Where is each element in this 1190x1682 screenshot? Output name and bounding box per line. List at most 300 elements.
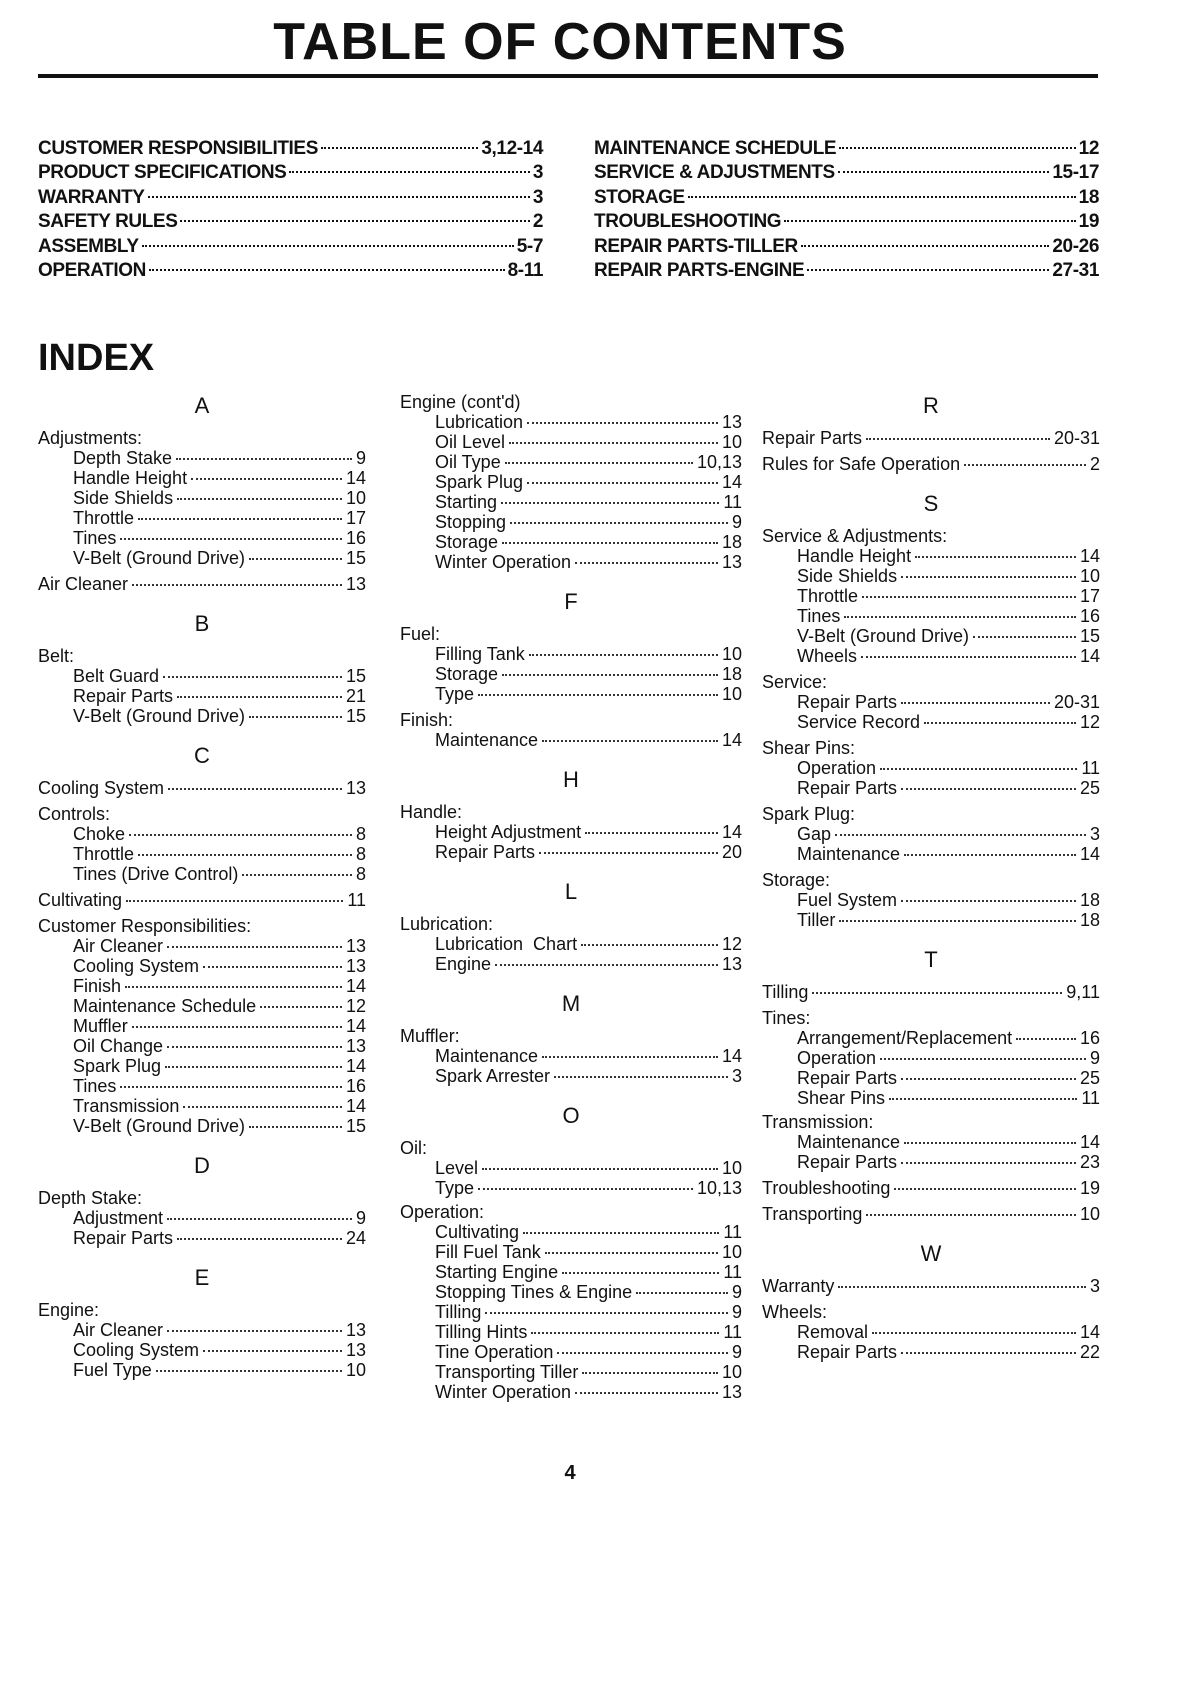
leader-dots <box>132 1026 342 1028</box>
leader-dots <box>801 245 1050 247</box>
index-entry[interactable] <box>400 432 742 452</box>
index-entry[interactable] <box>38 976 366 996</box>
toc-entry[interactable] <box>594 162 1099 186</box>
entry-label: Handle Height <box>73 468 188 488</box>
leader-dots <box>839 147 1075 149</box>
entry-label: Operation <box>797 1048 877 1068</box>
index-entry[interactable] <box>762 1068 1100 1088</box>
leader-dots <box>557 1352 728 1354</box>
index-entry[interactable] <box>38 996 366 1016</box>
entry-page: 10 <box>721 432 742 452</box>
leader-dots <box>509 442 718 444</box>
index-category: Fuel: <box>400 624 441 644</box>
entry-label: Oil Change <box>73 1036 164 1056</box>
index-entry[interactable] <box>762 428 1100 448</box>
index-entry[interactable] <box>38 1056 366 1076</box>
entry-label: Air Cleaner <box>73 1320 164 1340</box>
leader-dots <box>249 558 342 560</box>
leader-dots <box>554 1076 728 1078</box>
index-category: Operation: <box>400 1202 485 1222</box>
leader-dots <box>901 1078 1076 1080</box>
entry-label: Repair Parts <box>73 686 174 706</box>
leader-dots <box>249 1126 342 1128</box>
index-letter-f: F <box>564 589 578 614</box>
leader-dots <box>582 1372 718 1374</box>
index-entry[interactable] <box>762 824 1100 844</box>
index-entry[interactable] <box>38 686 366 706</box>
leader-dots <box>191 478 342 480</box>
leader-dots <box>260 1006 342 1008</box>
entry-page: 14 <box>345 1016 366 1036</box>
index-category: Engine: <box>38 1300 100 1320</box>
entry-label: Choke <box>73 824 126 844</box>
entry-page: 15 <box>1079 626 1100 646</box>
index-entry[interactable] <box>762 566 1100 586</box>
entry-page: 16 <box>1079 606 1100 626</box>
entry-page: 12 <box>345 996 366 1016</box>
leader-dots <box>249 716 342 718</box>
toc-page: 3,12-14 <box>481 138 543 159</box>
index-entry[interactable] <box>400 532 742 552</box>
index-category: Shear Pins: <box>762 738 856 758</box>
leader-dots <box>203 1350 342 1352</box>
entry-page: 9 <box>355 448 366 468</box>
index-entry[interactable] <box>400 684 742 704</box>
leader-dots <box>866 438 1050 440</box>
entry-label: Filling Tank <box>435 644 525 664</box>
leader-dots <box>148 196 530 198</box>
index-entry[interactable] <box>38 488 366 508</box>
index-entry[interactable] <box>400 1262 742 1282</box>
index-entry[interactable] <box>400 1302 742 1322</box>
entry-page: 20-31 <box>1053 692 1100 712</box>
index-entry[interactable] <box>400 842 742 862</box>
page-title: TABLE OF CONTENTS <box>273 13 847 71</box>
leader-dots <box>149 269 505 271</box>
entry-page: 11 <box>1081 758 1100 778</box>
index-entry[interactable] <box>762 1088 1100 1108</box>
leader-dots <box>636 1292 728 1294</box>
leader-dots <box>688 196 1076 198</box>
entry-label: Transmission <box>73 1096 180 1116</box>
index-entry[interactable] <box>38 1016 366 1036</box>
entry-page: 9 <box>731 1282 742 1302</box>
index-entry[interactable] <box>400 822 742 842</box>
toc-entry[interactable] <box>38 260 543 284</box>
index-entry[interactable] <box>762 586 1100 606</box>
entry-page: 22 <box>1079 1342 1100 1362</box>
index-entry[interactable] <box>762 758 1100 778</box>
entry-label: Repair Parts <box>762 428 863 448</box>
leader-dots <box>203 966 342 968</box>
index-entry[interactable] <box>400 954 742 974</box>
entry-label: Throttle <box>73 508 135 528</box>
index-entry[interactable] <box>762 1132 1100 1152</box>
entry-label: Tilling Hints <box>435 1322 528 1342</box>
entry-page: 14 <box>721 822 742 842</box>
leader-dots <box>545 1252 718 1254</box>
leader-dots <box>165 1066 342 1068</box>
leader-dots <box>901 788 1076 790</box>
index-entry[interactable] <box>400 1382 742 1402</box>
index-entry[interactable] <box>762 454 1100 474</box>
index-entry[interactable] <box>762 1204 1100 1224</box>
index-entry[interactable] <box>38 528 366 548</box>
entry-page: 16 <box>345 528 366 548</box>
index-entry[interactable] <box>400 644 742 664</box>
entry-page: 13 <box>345 956 366 976</box>
toc-page: 3 <box>532 186 543 208</box>
entry-page: 3 <box>731 1066 742 1086</box>
toc-entry[interactable] <box>38 162 543 186</box>
entry-label: Handle Height <box>797 546 912 566</box>
leader-dots <box>167 1330 342 1332</box>
entry-page: 11 <box>723 492 742 512</box>
index-entry[interactable] <box>400 1158 742 1178</box>
leader-dots <box>784 220 1075 222</box>
entry-page: 25 <box>1079 778 1100 798</box>
leader-dots <box>973 636 1076 638</box>
entry-label: Height Adjustment <box>435 822 582 842</box>
entry-label: Repair Parts <box>797 778 898 798</box>
index-entry[interactable] <box>400 492 742 512</box>
index-entry[interactable] <box>762 712 1100 732</box>
entry-label: Repair Parts <box>73 1228 174 1248</box>
leader-dots <box>502 542 718 544</box>
entry-label: Service Record <box>797 712 921 732</box>
index-entry[interactable] <box>400 412 742 432</box>
index-entry[interactable] <box>38 1116 366 1136</box>
index-category: Depth Stake: <box>38 1188 143 1208</box>
entry-page: 18 <box>721 532 742 552</box>
leader-dots <box>505 462 693 464</box>
index-entry[interactable] <box>762 1152 1100 1172</box>
toc-entry[interactable] <box>594 260 1099 284</box>
entry-page: 14 <box>721 472 742 492</box>
index-category: Service: <box>762 672 828 692</box>
entry-label: Troubleshooting <box>762 1178 891 1198</box>
toc-page: 5-7 <box>516 235 543 257</box>
entry-label: Engine <box>435 954 492 974</box>
toc-entry[interactable] <box>38 138 543 162</box>
toc-entry[interactable] <box>38 211 543 235</box>
leader-dots <box>838 171 1050 173</box>
index-entry[interactable] <box>762 890 1100 910</box>
leader-dots <box>585 832 718 834</box>
index-entry[interactable] <box>762 692 1100 712</box>
entry-page: 10 <box>721 1362 742 1382</box>
leader-dots <box>807 269 1049 271</box>
leader-dots <box>120 1086 342 1088</box>
entry-page: 13 <box>345 1036 366 1056</box>
index-entry[interactable] <box>38 508 366 528</box>
entry-page: 11 <box>723 1322 742 1342</box>
entry-label: Transporting Tiller <box>435 1362 579 1382</box>
index-entry[interactable] <box>400 1342 742 1362</box>
entry-page: 9 <box>731 1302 742 1322</box>
entry-label: Muffler <box>73 1016 128 1036</box>
index-entry[interactable] <box>38 778 366 798</box>
entry-page: 11 <box>723 1222 742 1242</box>
leader-dots <box>862 596 1076 598</box>
index-entry[interactable] <box>762 1178 1100 1198</box>
entry-page: 3 <box>1089 824 1100 844</box>
leader-dots <box>478 694 718 696</box>
entry-page: 16 <box>345 1076 366 1096</box>
index-entry[interactable] <box>38 824 366 844</box>
index-category: Controls: <box>38 804 111 824</box>
leader-dots <box>539 852 718 854</box>
entry-page: 10 <box>721 1158 742 1178</box>
entry-page: 15 <box>345 666 366 686</box>
index-entry[interactable] <box>400 730 742 750</box>
toc-page: 15-17 <box>1052 162 1099 184</box>
index-entry[interactable] <box>38 1228 366 1248</box>
index-entry[interactable] <box>38 956 366 976</box>
index-entry[interactable] <box>38 890 366 910</box>
index-letter-s: S <box>923 491 939 516</box>
index-entry[interactable] <box>762 982 1100 1002</box>
leader-dots <box>510 522 728 524</box>
index-category: Storage: <box>762 870 831 890</box>
leader-dots <box>132 584 342 586</box>
index-entry[interactable] <box>762 910 1100 930</box>
leader-dots <box>904 1142 1076 1144</box>
entry-page: 15 <box>345 1116 366 1136</box>
toc-entry[interactable] <box>594 236 1099 260</box>
index-entry[interactable] <box>762 1028 1100 1048</box>
index-entry[interactable] <box>38 844 366 864</box>
leader-dots <box>138 518 342 520</box>
index-entry[interactable] <box>400 1222 742 1242</box>
index-entry[interactable] <box>762 1322 1100 1342</box>
index-entry[interactable] <box>400 1322 742 1342</box>
entry-label: Repair Parts <box>797 1068 898 1088</box>
index-entry[interactable] <box>38 1076 366 1096</box>
index-entry[interactable] <box>38 1096 366 1116</box>
index-entry[interactable] <box>400 1242 742 1262</box>
entry-page: 13 <box>345 574 366 594</box>
index-letter-m: M <box>561 991 581 1016</box>
leader-dots <box>167 946 342 948</box>
entry-page: 8 <box>355 824 366 844</box>
leader-dots <box>880 1058 1086 1060</box>
index-category: Oil: <box>400 1138 427 1158</box>
index-letter-r: R <box>923 393 939 418</box>
entry-label: Spark Plug <box>435 472 524 492</box>
entry-label: Winter Operation <box>435 1382 572 1402</box>
entry-label: Tines (Drive Control) <box>73 864 239 884</box>
index-entry[interactable] <box>38 936 366 956</box>
entry-label: Tiller <box>797 910 836 930</box>
entry-page: 9 <box>731 1342 742 1362</box>
toc-page: 19 <box>1078 211 1099 233</box>
index-entry[interactable] <box>762 546 1100 566</box>
index-letter-o: O <box>562 1103 580 1128</box>
entry-page: 24 <box>345 1228 366 1248</box>
index-entry[interactable] <box>762 844 1100 864</box>
index-letter-e: E <box>194 1265 210 1290</box>
entry-page: 17 <box>1079 586 1100 606</box>
index-entry[interactable] <box>762 1342 1100 1362</box>
index-category: Spark Plug: <box>762 804 856 824</box>
index-entry[interactable] <box>38 468 366 488</box>
toc-entry[interactable] <box>38 236 543 260</box>
index-entry[interactable] <box>38 1360 366 1380</box>
index-entry[interactable] <box>38 574 366 594</box>
leader-dots <box>242 874 352 876</box>
index-entry[interactable] <box>400 1178 742 1198</box>
toc-label: SERVICE & ADJUSTMENTS <box>594 162 835 184</box>
entry-label: Tines <box>73 528 117 548</box>
index-entry[interactable] <box>762 1276 1100 1296</box>
leader-dots <box>502 674 718 676</box>
entry-page: 9 <box>355 1208 366 1228</box>
toc-entry[interactable] <box>38 187 543 211</box>
index-entry[interactable] <box>762 778 1100 798</box>
entry-page: 19 <box>1079 1178 1100 1198</box>
toc-page: 18 <box>1078 186 1099 208</box>
entry-page: 12 <box>721 934 742 954</box>
index-entry[interactable] <box>400 452 742 472</box>
entry-label: Arrangement/Replacement <box>797 1028 1013 1048</box>
toc-label: MAINTENANCE SCHEDULE <box>594 138 837 159</box>
toc-label: OPERATION <box>38 259 146 281</box>
index-entry[interactable] <box>38 666 366 686</box>
leader-dots <box>321 147 478 149</box>
entry-label: Cooling System <box>73 1340 200 1360</box>
toc-page: 20-26 <box>1052 235 1099 257</box>
entry-page: 14 <box>345 976 366 996</box>
index-entry[interactable] <box>38 706 366 726</box>
entry-label: Lubrication Chart <box>435 934 578 954</box>
entry-page: 10 <box>1079 566 1100 586</box>
leader-dots <box>872 1332 1076 1334</box>
entry-page: 18 <box>721 664 742 684</box>
toc-entry[interactable] <box>594 138 1099 162</box>
entry-page: 9 <box>731 512 742 532</box>
entry-label: Tilling <box>762 982 809 1002</box>
entry-page: 13 <box>345 778 366 798</box>
leader-dots <box>142 245 514 247</box>
entry-page: 18 <box>1079 890 1100 910</box>
leader-dots <box>904 854 1076 856</box>
index-entry[interactable] <box>762 606 1100 626</box>
entry-label: Side Shields <box>797 566 898 586</box>
leader-dots <box>138 854 352 856</box>
entry-page: 13 <box>721 1382 742 1402</box>
entry-page: 13 <box>345 1320 366 1340</box>
index-entry[interactable] <box>38 1340 366 1360</box>
index-column-3 <box>762 392 1100 1362</box>
index-entry[interactable] <box>762 1048 1100 1068</box>
index-entry[interactable] <box>400 664 742 684</box>
leader-dots <box>531 1332 719 1334</box>
index-letter-h: H <box>563 767 579 792</box>
index-entry[interactable] <box>38 448 366 468</box>
index-category: Customer Responsibilities: <box>38 916 252 936</box>
page-number: 4 <box>564 1462 576 1484</box>
leader-dots <box>844 616 1076 618</box>
entry-label: Storage <box>435 532 499 552</box>
entry-label: Maintenance <box>435 730 539 750</box>
toc-entry[interactable] <box>594 211 1099 235</box>
entry-page: 11 <box>723 1262 742 1282</box>
toc-page: 3 <box>532 162 543 184</box>
entry-label: Repair Parts <box>797 1152 898 1172</box>
leader-dots <box>180 220 529 222</box>
leader-dots <box>485 1312 728 1314</box>
title-rule <box>38 74 1098 78</box>
index-letter-d: D <box>194 1153 210 1178</box>
index-letter-c: C <box>194 743 210 768</box>
index-entry[interactable] <box>38 1208 366 1228</box>
index-entry[interactable] <box>38 548 366 568</box>
entry-page: 14 <box>1079 1132 1100 1152</box>
index-entry[interactable] <box>38 1320 366 1340</box>
entry-page: 10 <box>721 644 742 664</box>
entry-label: Cultivating <box>435 1222 520 1242</box>
entry-label: Rules for Safe Operation <box>762 454 961 474</box>
index-category: Engine (cont'd) <box>400 392 521 412</box>
toc-left-column <box>38 138 543 284</box>
entry-label: V-Belt (Ground Drive) <box>797 626 970 646</box>
index-entry[interactable] <box>400 1362 742 1382</box>
index-letter-t: T <box>924 947 938 972</box>
leader-dots <box>163 676 342 678</box>
entry-label: Maintenance <box>435 1046 539 1066</box>
entry-label: Operation <box>797 758 877 778</box>
toc-page: 27-31 <box>1052 259 1099 281</box>
entry-label: Stopping <box>435 512 507 532</box>
entry-page: 14 <box>721 730 742 750</box>
entry-page: 14 <box>1079 1322 1100 1342</box>
leader-dots <box>915 556 1076 558</box>
index-entry[interactable] <box>400 552 742 572</box>
entry-page: 15 <box>345 706 366 726</box>
index-entry[interactable] <box>400 1282 742 1302</box>
leader-dots <box>527 482 718 484</box>
entry-page: 13 <box>721 552 742 572</box>
leader-dots <box>581 944 718 946</box>
index-entry[interactable] <box>400 512 742 532</box>
index-entry[interactable] <box>400 934 742 954</box>
index-entry[interactable] <box>762 626 1100 646</box>
leader-dots <box>901 1352 1076 1354</box>
entry-page: 15 <box>345 548 366 568</box>
toc-entry[interactable] <box>594 187 1099 211</box>
index-entry[interactable] <box>400 472 742 492</box>
entry-label: Tines <box>797 606 841 626</box>
entry-label: V-Belt (Ground Drive) <box>73 706 246 726</box>
entry-page: 10,13 <box>696 1178 742 1198</box>
toc-page: 2 <box>532 211 543 233</box>
index-entry[interactable] <box>762 646 1100 666</box>
entry-label: Air Cleaner <box>73 936 164 956</box>
entry-label: Cooling System <box>38 778 165 798</box>
entry-page: 9,11 <box>1066 982 1100 1002</box>
entry-page: 20 <box>721 842 742 862</box>
entry-page: 12 <box>1079 712 1100 732</box>
index-letter-l: L <box>564 879 578 904</box>
index-entry[interactable] <box>400 1046 742 1066</box>
index-entry[interactable] <box>38 864 366 884</box>
entry-label: Maintenance <box>797 844 901 864</box>
leader-dots <box>501 502 719 504</box>
leader-dots <box>1016 1038 1076 1040</box>
index-entry[interactable] <box>400 1066 742 1086</box>
index-entry[interactable] <box>38 1036 366 1056</box>
